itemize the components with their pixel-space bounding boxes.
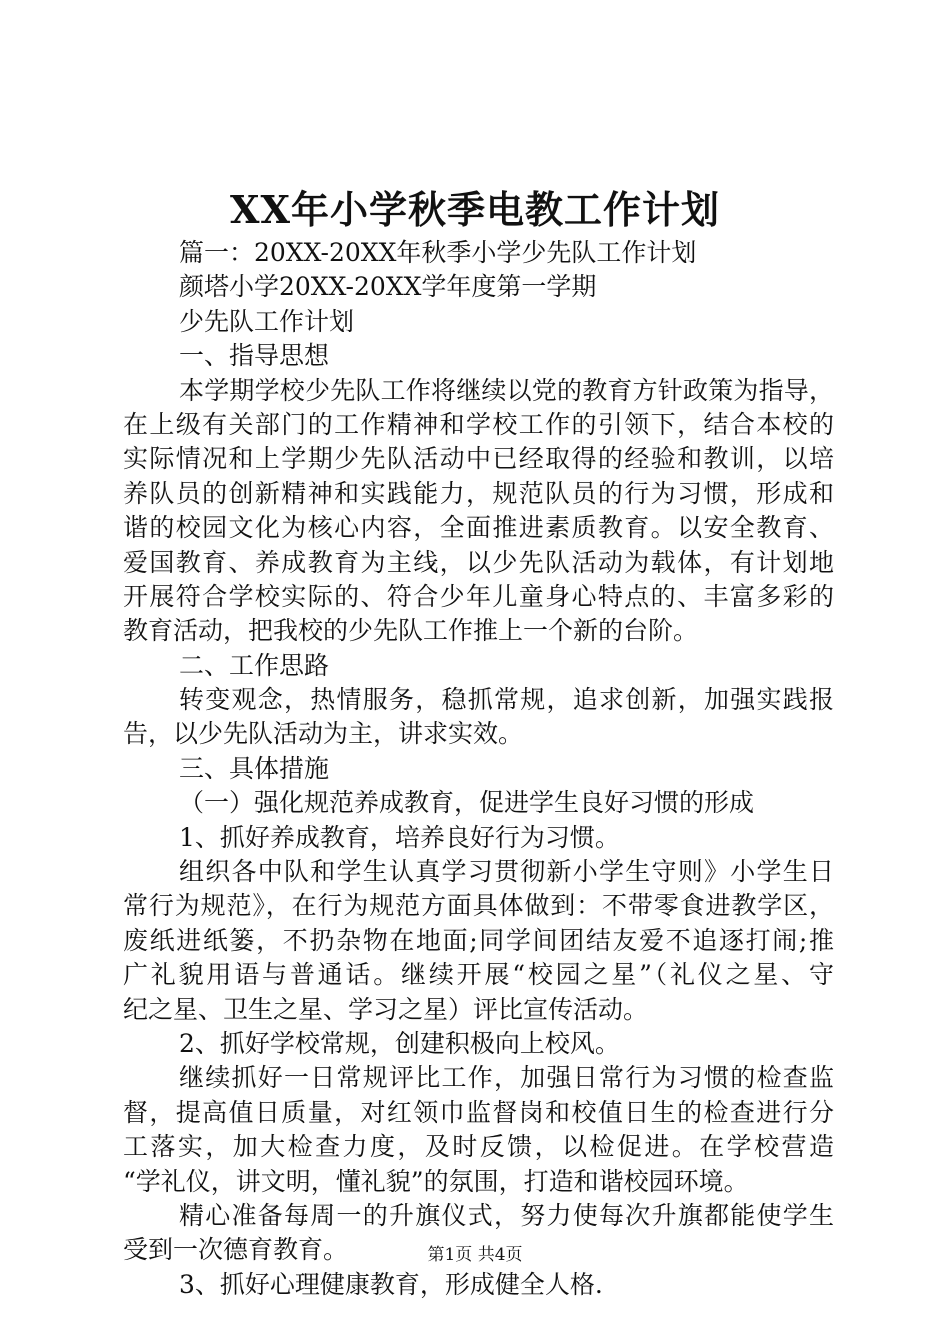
paragraph-line: 转变观念，热情服务，稳抓常规，追求创新，加强实践报 [179,685,834,715]
paragraph-line: 教育活动，把我校的少先队工作推上一个新的台阶。 [123,616,699,646]
paragraph-line: 广礼貌用语与普通话。继续开展“校园之星”（礼仪之星、守 [123,960,834,990]
paragraph-line: 谐的校园文化为核心内容，全面推进素质教育。以安全教育、 [123,513,834,543]
page-number-footer: 第1页 共4页 [427,1245,523,1265]
paragraph-line: 告，以少先队活动为主，讲求实效。 [123,719,524,749]
item-heading: 1、抓好养成教育，培养良好行为习惯。 [179,822,620,852]
paragraph-line: 本学期学校少先队工作将继续以党的教育方针政策为指导， [179,375,834,405]
paragraph-line: 纪之星、卫生之星、学习之星）评比宣传活动。 [123,994,649,1024]
paragraph-line: 在上级有关部门的工作精神和学校工作的引领下，结合本校的 [123,409,834,439]
text-line: 篇一：20XX-20XX年秋季小学少先队工作计划 [179,238,697,267]
paragraph-line: 工落实，加大检查力度，及时反馈，以检促进。在学校营造 [123,1132,834,1162]
section-heading: 一、指导思想 [179,341,330,371]
paragraph-line: “学礼仪，讲文明，懂礼貌”的氛围，打造和谐校园环境。 [123,1166,749,1196]
paragraph-line: 养队员的创新精神和实践能力，规范队员的行为习惯，形成和 [123,478,834,508]
paragraph-line: 督，提高值日质量，对红领巾监督岗和校值日生的检查进行分 [123,1097,834,1127]
text-line: 颜塔小学20XX-20XX学年度第一学期 [179,272,597,302]
section-heading: 二、工作思路 [179,650,330,680]
paragraph-line: 组织各中队和学生认真学习贯彻新小学生守则》小学生日 [179,857,834,887]
paragraph-line: 爱国教育、养成教育为主线，以少先队活动为载体，有计划地 [123,547,834,577]
paragraph-line: 精心准备每周一的升旗仪式，努力使每次升旗都能使学生 [179,1200,834,1230]
document-body [123,236,834,1302]
subsection-heading: （一）强化规范养成教育，促进学生良好习惯的形成 [179,788,755,818]
section-heading: 三、具体措施 [179,753,330,783]
paragraph-line: 废纸进纸篓，不扔杂物在地面;同学间团结友爱不追逐打闹;推 [123,925,834,955]
item-heading: 2、抓好学校常规，创建积极向上校风。 [179,1028,620,1058]
paragraph-line: 继续抓好一日常规评比工作，加强日常行为习惯的检查监 [179,1063,834,1093]
text-line: 少先队工作计划 [179,306,355,336]
paragraph-line: 受到一次德育教育。 [123,1235,349,1265]
item-heading: 3、抓好心理健康教育，形成健全人格. [179,1269,603,1299]
paragraph-line: 实际情况和上学期少先队活动中已经取得的经验和教训，以培 [123,444,834,474]
page-title: XX年小学秋季电教工作计划 [230,187,720,232]
paragraph-line: 开展符合学校实际的、符合少年儿童身心特点的、丰富多彩的 [123,581,834,611]
paragraph-line: 常行为规范》，在行为规范方面具体做到：不带零食进教学区， [123,891,834,921]
